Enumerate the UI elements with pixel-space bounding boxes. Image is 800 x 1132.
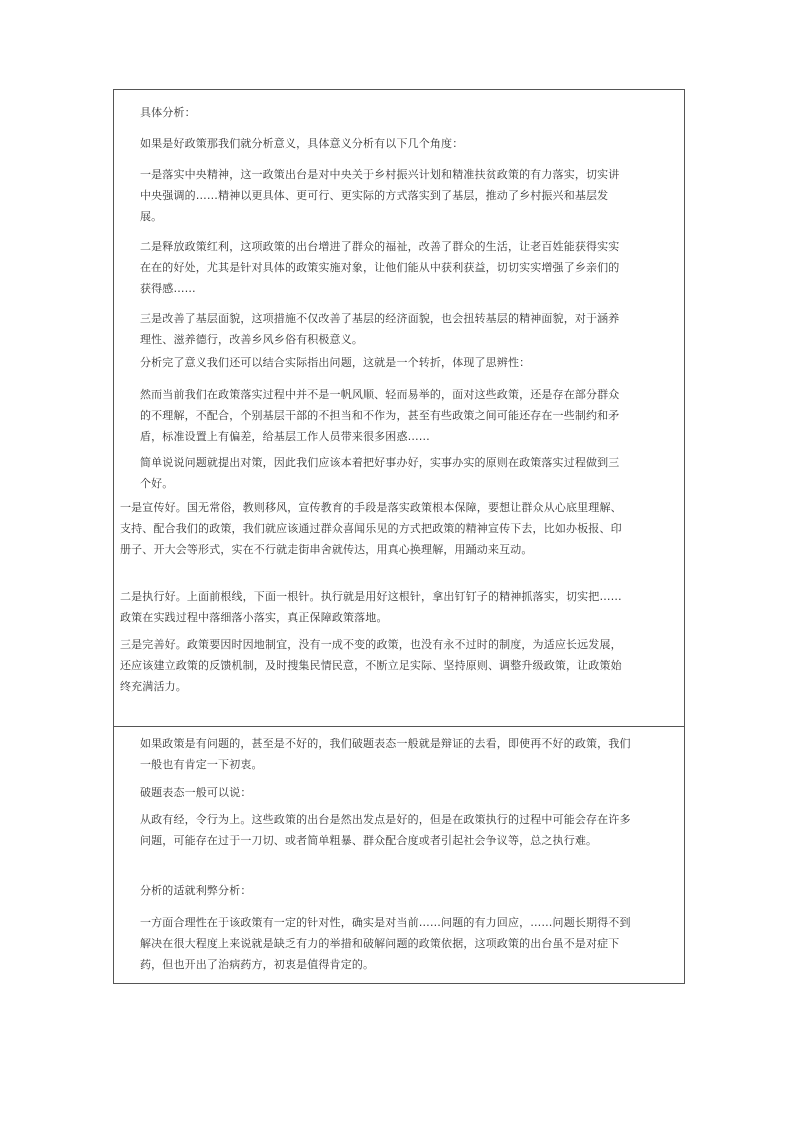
countermeasure-paragraph: 简单说说问题就提出对策，因此我们应该本着把好事办好，实事办实的原则在政策落实过程做到三个好。 bbox=[140, 456, 620, 490]
transition-paragraph: 分析完了意义我们还可以结合实际指出问题，这就是一个转折，体现了思辨性： bbox=[140, 356, 531, 369]
measure-execution: 二是执行好。上面前根线，下面一根针。执行就是用好这根针，拿出钉钉子的精神抓落实，切实把……政策在实践过程中落细落小落实，真正保障政策落地。 bbox=[120, 590, 622, 624]
section-heading: 具体分析： bbox=[140, 106, 196, 119]
problem-policy-intro: 如果政策是有问题的，甚至是不好的，我们破题表态一般就是辩证的去看，即使再不好的政策，我们一般也有肯定一下初衷。 bbox=[140, 737, 631, 771]
analysis-heading: 分析的适就利弊分析： bbox=[140, 884, 252, 897]
significance-point-2: 二是释放政策红利，这项政策的出台增进了群众的福祉，改善了群众的生活，让老百姓能获得实实在在的好处，尤其是针对具体的政策实施对象，让他们能从中获利获益，切切实实增强了乡亲们的获得感…… bbox=[140, 240, 620, 295]
significance-point-1: 一是落实中央精神，这一政策出台是对中央关于乡村振兴计划和精准扶贫政策的有力落实，切实讲中央强调的……精神以更具体、更可行、更实际的方式落实到了基层，推动了乡村振兴和基层发展。 bbox=[140, 168, 620, 223]
measure-improvement: 三是完善好。政策要因时因地制宜，没有一成不变的政策，也没有永不过时的制度，为适应长远发展，还应该建立政策的反馈机制，及时搜集民情民意，不断立足实际、坚持原则、调整升级政策，让政策始终充满活力。 bbox=[120, 638, 622, 693]
statement-paragraph: 从政有经，令行为上。这些政策的出台是然出发点是好的，但是在政策执行的过程中可能会存在许多问题，可能存在过于一刀切、或者简单粗暴、群众配合度或者引起社会争议等，总之执行难。 bbox=[140, 813, 631, 847]
problem-paragraph: 然而当前我们在政策落实过程中并不是一帆风顺、轻而易举的，面对这些政策，还是存在部分群众的不理解，不配合，个别基层干部的不担当和不作为，甚至有些政策之间可能还存在一些制约和矛盾，标准设置上有偏差，给基层工作人员带来很多困惑…… bbox=[140, 388, 620, 443]
positive-policy-analysis-box bbox=[113, 89, 685, 727]
analysis-paragraph: 一方面合理性在于该政策有一定的针对性，确实是对当前……问题的有力回应，……问题长期得不到解决在很大程度上来说就是缺乏有力的举措和破解问题的政策依据，这项政策的出台虽不是对症下药，但也开出了治病药方，初衷是值得肯定的。 bbox=[140, 916, 631, 971]
problematic-policy-analysis-box bbox=[113, 726, 685, 984]
measure-propaganda: 一是宣传好。国无常俗，教则移风，宣传教育的手段是落实政策根本保障，要想让群众从心底里理解、支持、配合我们的政策，我们就应该通过群众喜闻乐见的方式把政策的精神宣传下去，比如办板报、印册子、开大会等形式，实在不行就走街串舍就传达，用真心换理解，用踊动来互动。 bbox=[120, 501, 622, 556]
statement-heading: 破题表态一般可以说： bbox=[140, 786, 252, 799]
intro-paragraph: 如果是好政策那我们就分析意义，具体意义分析有以下几个角度： bbox=[140, 137, 464, 150]
significance-point-3: 三是改善了基层面貌，这项措施不仅改善了基层的经济面貌，也会扭转基层的精神面貌，对于涵养理性、滋养德行，改善乡风乡俗有积极意义。 bbox=[140, 312, 620, 346]
